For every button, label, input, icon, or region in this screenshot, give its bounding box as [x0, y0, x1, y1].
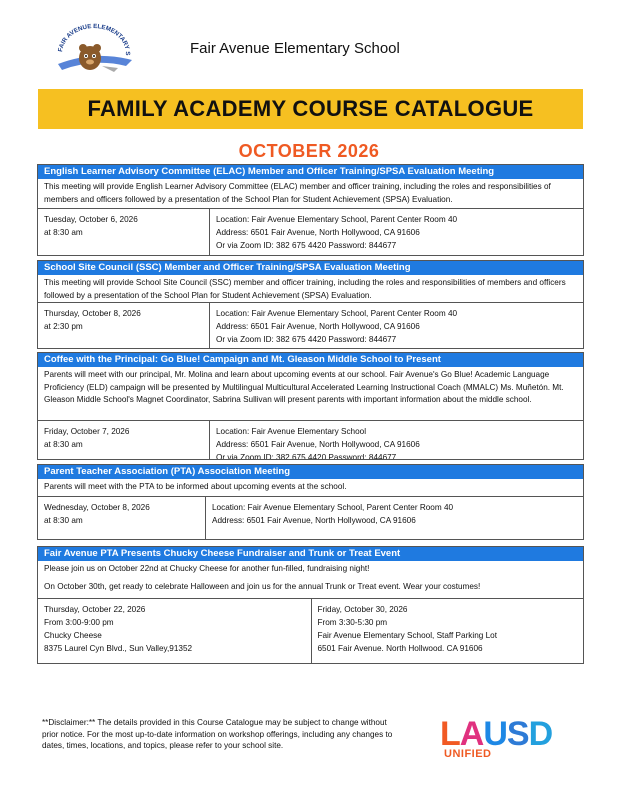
section-details — [38, 421, 583, 459]
fundraiser-event-info: Thursday, October 22, 2026 From 3:00-9:00 pm Chucky Cheese 8375 Laurel Cyn Blvd., Sun Valley,91352 — [44, 605, 193, 653]
section-details — [38, 209, 583, 256]
section-description: This meeting will provide School Site Council (SSC) member and officer training, including the roles and responsibilities of members and officers followed by a presentation of the School Plan for Student Achievement (SPSA) Evaluation. — [38, 275, 583, 303]
trunk-or-treat-info: Friday, October 30, 2026 From 3:30-5:30 pm Fair Avenue Elementary School, Staff Parking Lot 6501 Fair Avenue. North Hollwood. CA 91606 — [311, 599, 584, 663]
event-section-ssc — [37, 260, 584, 349]
section-details — [38, 599, 583, 663]
section-description: Parents will meet with our principal, Mr. Molina and learn about upcoming events at our school. Fair Avenue's Go Blue! Academic Language Proficiency (ELD) campaign will be presented by Multilingual Multicultural Accelerated Learning Instructional Coach (MMALC) Ms. Muñetón. Mt. Gleason Middle School's Magnet Coordinator, Sabrina Sullivan will present parents with important information about the middle school. — [38, 367, 583, 421]
event-section-pta — [37, 464, 584, 540]
svg-text:FAIR AVENUE ELEMENTARY SCHOOL: FAIR AVENUE ELEMENTARY S — [57, 22, 132, 56]
event-date: Friday, October 7, 2026 at 8:30 am — [38, 421, 210, 459]
catalogue-title: FAMILY ACADEMY COURSE CATALOGUE — [87, 96, 534, 121]
section-title: English Learner Advisory Committee (ELAC) Member and Officer Training/SPSA Evaluation Meeting — [38, 165, 583, 179]
month-heading: OCTOBER 2026 — [238, 141, 380, 161]
school-logo — [52, 20, 136, 80]
section-details — [38, 497, 583, 539]
section-description: This meeting will provide English Learner Advisory Committee (ELAC) member and officer training, including the roles and responsibilities of members and officers followed by a presentation of the School Plan for Student Achievement (SPSA) Evaluation. — [38, 179, 583, 209]
section-description: Parents will meet with the PTA to be informed about upcoming events at the school. — [38, 479, 583, 497]
catalogue-banner — [38, 89, 583, 129]
lausd-wordmark: L A U S D — [440, 715, 553, 753]
event-section-coffee — [37, 352, 584, 460]
event-date: Tuesday, October 6, 2026 at 8:30 am — [38, 209, 210, 255]
section-title: Coffee with the Principal: Go Blue! Campaign and Mt. Gleason Middle School to Present — [38, 353, 583, 367]
event-location: Location: Fair Avenue Elementary School, Parent Center Room 40 Address: 6501 Fair Avenue, North Hollywood, CA 91606 — [212, 503, 454, 525]
section-title: Parent Teacher Association (PTA) Association Meeting — [38, 465, 583, 479]
event-section-elac — [37, 164, 584, 256]
event-location: Location: Fair Avenue Elementary School Address: 6501 Fair Avenue, North Hollywood, CA 91606 Or via Zoom ID: 382 675 4420 Password: 844677 — [216, 427, 420, 459]
lausd-unified-label: UNIFIED — [444, 748, 492, 760]
section-details — [38, 303, 583, 350]
disclaimer-text: **Disclaimer:** The details provided in this Course Catalogue may be subject to change without prior notice. For the most up-to-date information on workshop offerings, including any changes to dates, times, locations, and topics, please refer to your school site. — [42, 718, 393, 750]
school-name: Fair Avenue Elementary School — [190, 40, 400, 57]
event-date: Wednesday, October 8, 2026 at 8:30 am — [38, 497, 206, 539]
section-description: Please join us on October 22nd at Chucky Cheese for another fun-filled, fundraising night! On October 30th, get ready to celebrate Halloween and join us for the annual Trunk or Treat event. Wear your costumes! — [38, 561, 583, 599]
event-date: Thursday, October 8, 2026 at 2:30 pm — [38, 303, 210, 348]
lausd-logo — [440, 715, 575, 763]
event-location: Location: Fair Avenue Elementary School, Parent Center Room 40 Address: 6501 Fair Avenue, North Hollywood, CA 91606 Or via Zoom ID: 382 675 4420 Password: 844677 — [216, 309, 458, 344]
section-title: Fair Avenue PTA Presents Chucky Cheese Fundraiser and Trunk or Treat Event — [38, 547, 583, 561]
section-title: School Site Council (SSC) Member and Officer Training/SPSA Evaluation Meeting — [38, 261, 583, 275]
event-location: Location: Fair Avenue Elementary School, Parent Center Room 40 Address: 6501 Fair Avenue, North Hollywood, CA 91606 Or via Zoom ID: 382 675 4420 Password: 844677 — [216, 215, 458, 250]
event-section-fundraiser — [37, 546, 584, 664]
